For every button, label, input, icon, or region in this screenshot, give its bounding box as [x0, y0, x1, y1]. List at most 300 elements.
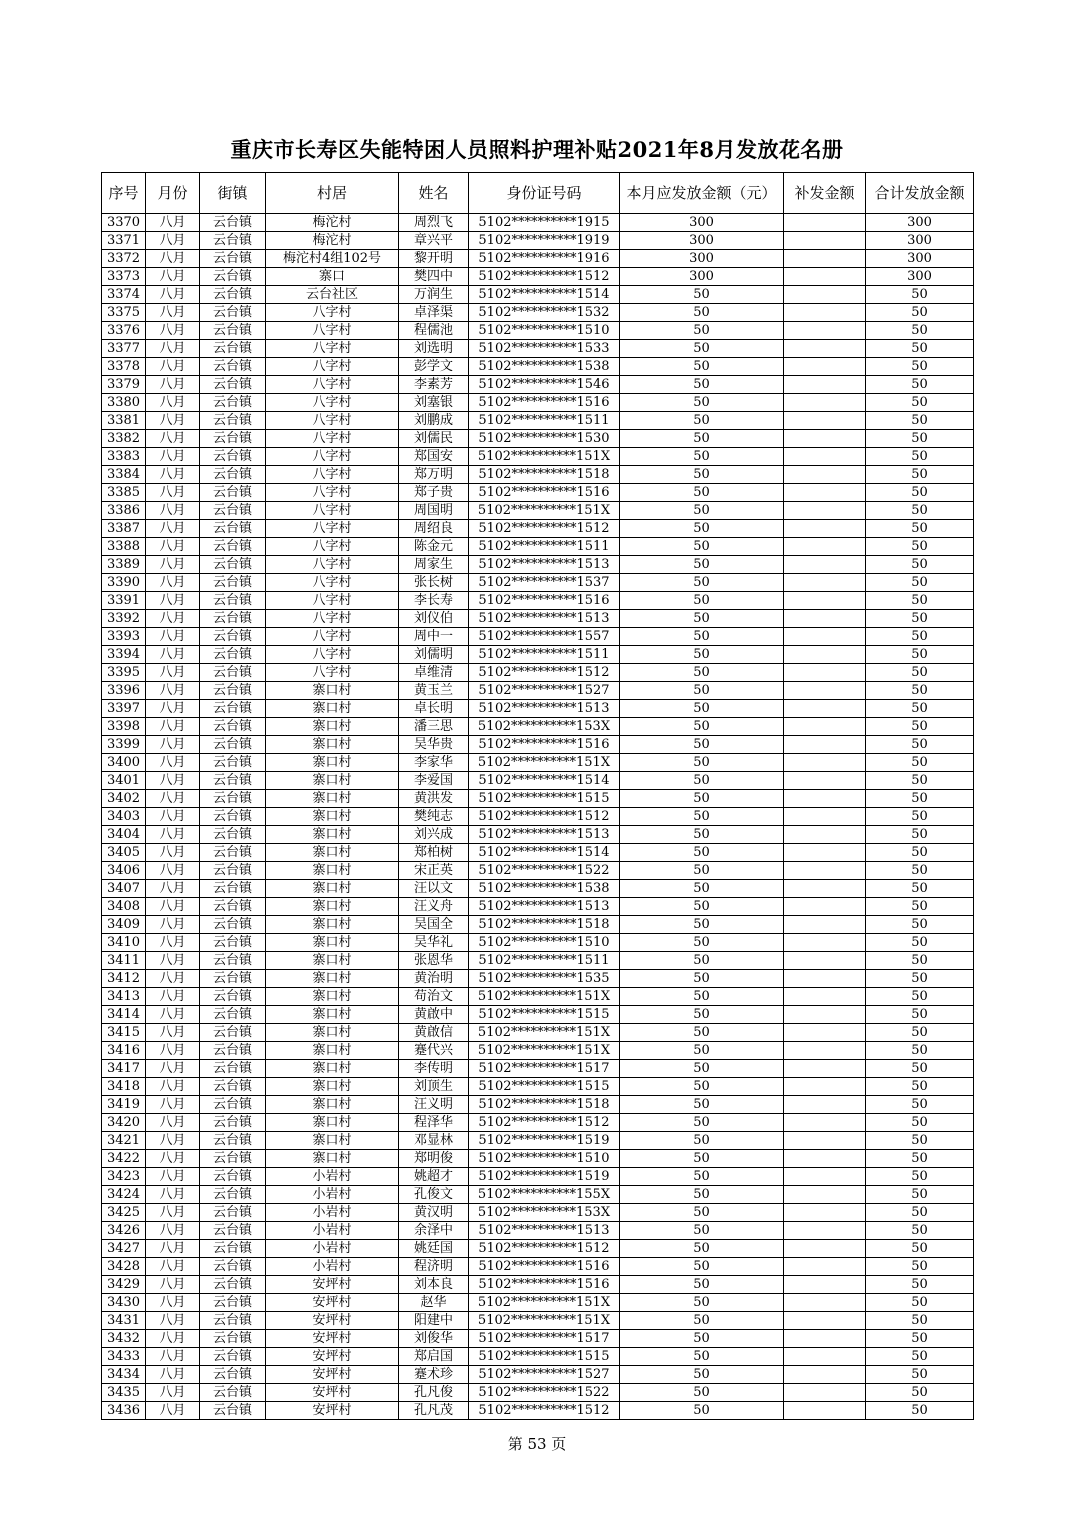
village-cell: 寨口村: [266, 826, 399, 844]
village-cell: 小岩村: [266, 1240, 399, 1258]
supplement-amount-cell: [784, 934, 866, 952]
monthly-amount-cell: 50: [620, 1078, 784, 1096]
month-cell: 八月: [146, 1312, 200, 1330]
total-amount-cell: 50: [866, 1258, 974, 1276]
id-number-cell: 5102**********1518: [469, 916, 620, 934]
total-amount-cell: 50: [866, 286, 974, 304]
monthly-amount-cell: 50: [620, 1330, 784, 1348]
village-cell: 寨口村: [266, 916, 399, 934]
total-amount-cell: 50: [866, 574, 974, 592]
total-amount-cell: 50: [866, 1150, 974, 1168]
id-number-cell: 5102**********1511: [469, 646, 620, 664]
serial-cell: 3388: [102, 538, 146, 556]
monthly-amount-cell: 50: [620, 1150, 784, 1168]
month-cell: 八月: [146, 340, 200, 358]
total-amount-cell: 50: [866, 682, 974, 700]
monthly-amount-cell: 50: [620, 466, 784, 484]
supplement-amount-cell: [784, 520, 866, 538]
town-cell: 云台镇: [200, 1024, 266, 1042]
id-number-cell: 5102**********151X: [469, 1042, 620, 1060]
supplement-amount-cell: [784, 916, 866, 934]
total-amount-cell: 50: [866, 1294, 974, 1312]
village-cell: 安坪村: [266, 1330, 399, 1348]
town-cell: 云台镇: [200, 664, 266, 682]
id-number-cell: 5102**********1522: [469, 1384, 620, 1402]
name-cell: 黄啟中: [399, 1006, 469, 1024]
id-number-cell: 5102**********1546: [469, 376, 620, 394]
village-cell: 寨口村: [266, 682, 399, 700]
total-amount-cell: 50: [866, 322, 974, 340]
supplement-amount-cell: [784, 376, 866, 394]
supplement-amount-cell: [784, 1294, 866, 1312]
id-number-cell: 5102**********1527: [469, 682, 620, 700]
monthly-amount-cell: 300: [620, 250, 784, 268]
id-number-cell: 5102**********1517: [469, 1330, 620, 1348]
town-cell: 云台镇: [200, 1132, 266, 1150]
table-row: [102, 754, 974, 772]
month-cell: 八月: [146, 808, 200, 826]
town-cell: 云台镇: [200, 1186, 266, 1204]
serial-cell: 3407: [102, 880, 146, 898]
monthly-amount-cell: 50: [620, 880, 784, 898]
name-cell: 汪以文: [399, 880, 469, 898]
supplement-amount-cell: [784, 1366, 866, 1384]
village-cell: 寨口村: [266, 772, 399, 790]
month-cell: 八月: [146, 826, 200, 844]
id-number-cell: 5102**********151X: [469, 448, 620, 466]
name-cell: 郑子贵: [399, 484, 469, 502]
total-amount-cell: 50: [866, 916, 974, 934]
table-row: [102, 232, 974, 250]
month-cell: 八月: [146, 574, 200, 592]
serial-cell: 3420: [102, 1114, 146, 1132]
serial-cell: 3373: [102, 268, 146, 286]
monthly-amount-cell: 50: [620, 1240, 784, 1258]
month-cell: 八月: [146, 880, 200, 898]
table-row: [102, 1060, 974, 1078]
month-cell: 八月: [146, 1186, 200, 1204]
town-cell: 云台镇: [200, 970, 266, 988]
town-cell: 云台镇: [200, 592, 266, 610]
monthly-amount-cell: 50: [620, 1042, 784, 1060]
name-cell: 李长寿: [399, 592, 469, 610]
roster-body: [102, 214, 974, 1420]
monthly-amount-cell: 50: [620, 358, 784, 376]
id-number-cell: 5102**********1538: [469, 880, 620, 898]
supplement-amount-cell: [784, 340, 866, 358]
supplement-amount-cell: [784, 1096, 866, 1114]
supplement-amount-cell: [784, 826, 866, 844]
total-amount-cell: 50: [866, 448, 974, 466]
month-cell: 八月: [146, 718, 200, 736]
table-row: [102, 1240, 974, 1258]
monthly-amount-cell: 50: [620, 502, 784, 520]
month-cell: 八月: [146, 1402, 200, 1420]
table-row: [102, 394, 974, 412]
name-cell: 卓长明: [399, 700, 469, 718]
total-amount-cell: 50: [866, 646, 974, 664]
monthly-amount-cell: 50: [620, 592, 784, 610]
town-cell: 云台镇: [200, 1312, 266, 1330]
village-cell: 寨口村: [266, 880, 399, 898]
total-amount-cell: 50: [866, 664, 974, 682]
supplement-amount-cell: [784, 412, 866, 430]
id-number-cell: 5102**********151X: [469, 1024, 620, 1042]
name-cell: 黄汉明: [399, 1204, 469, 1222]
serial-cell: 3426: [102, 1222, 146, 1240]
total-amount-cell: 50: [866, 970, 974, 988]
name-cell: 刘顶生: [399, 1078, 469, 1096]
town-cell: 云台镇: [200, 466, 266, 484]
total-amount-cell: 50: [866, 1114, 974, 1132]
town-cell: 云台镇: [200, 1150, 266, 1168]
name-cell: 刘兴成: [399, 826, 469, 844]
town-cell: 云台镇: [200, 502, 266, 520]
supplement-amount-cell: [784, 1078, 866, 1096]
serial-cell: 3427: [102, 1240, 146, 1258]
month-cell: 八月: [146, 1222, 200, 1240]
town-cell: 云台镇: [200, 484, 266, 502]
serial-cell: 3386: [102, 502, 146, 520]
monthly-amount-cell: 50: [620, 484, 784, 502]
town-cell: 云台镇: [200, 574, 266, 592]
id-number-cell: 5102**********1518: [469, 466, 620, 484]
monthly-amount-cell: 50: [620, 646, 784, 664]
table-row: [102, 898, 974, 916]
id-number-cell: 5102**********1512: [469, 664, 620, 682]
village-cell: 八字村: [266, 502, 399, 520]
table-row: [102, 880, 974, 898]
id-number-cell: 5102**********1510: [469, 322, 620, 340]
total-amount-cell: 50: [866, 880, 974, 898]
village-cell: 安坪村: [266, 1384, 399, 1402]
month-cell: 八月: [146, 1042, 200, 1060]
id-number-cell: 5102**********151X: [469, 502, 620, 520]
serial-cell: 3382: [102, 430, 146, 448]
serial-cell: 3370: [102, 214, 146, 232]
village-cell: 寨口村: [266, 1096, 399, 1114]
serial-cell: 3394: [102, 646, 146, 664]
serial-cell: 3413: [102, 988, 146, 1006]
month-cell: 八月: [146, 466, 200, 484]
table-row: [102, 574, 974, 592]
table-row: [102, 502, 974, 520]
town-cell: 云台镇: [200, 1168, 266, 1186]
month-cell: 八月: [146, 376, 200, 394]
supplement-amount-cell: [784, 1258, 866, 1276]
id-number-cell: 5102**********1514: [469, 772, 620, 790]
id-number-cell: 5102**********1516: [469, 484, 620, 502]
id-number-cell: 5102**********151X: [469, 1294, 620, 1312]
document-title: 重庆市长寿区失能特困人员照料护理补贴2021年8月发放花名册: [230, 137, 844, 162]
total-amount-cell: 50: [866, 1078, 974, 1096]
village-cell: 八字村: [266, 574, 399, 592]
total-amount-cell: 50: [866, 1204, 974, 1222]
month-cell: 八月: [146, 862, 200, 880]
table-row: [102, 862, 974, 880]
supplement-amount-cell: [784, 1168, 866, 1186]
supplement-amount-cell: [784, 394, 866, 412]
id-number-cell: 5102**********1514: [469, 286, 620, 304]
village-cell: 八字村: [266, 448, 399, 466]
table-row: [102, 610, 974, 628]
monthly-amount-cell: 50: [620, 1132, 784, 1150]
month-cell: 八月: [146, 430, 200, 448]
col-header-serial: 序号: [102, 173, 146, 214]
month-cell: 八月: [146, 322, 200, 340]
town-cell: 云台镇: [200, 736, 266, 754]
name-cell: 刘仪伯: [399, 610, 469, 628]
table-row: [102, 592, 974, 610]
town-cell: 云台镇: [200, 646, 266, 664]
village-cell: 八字村: [266, 322, 399, 340]
name-cell: 刘儒明: [399, 646, 469, 664]
id-number-cell: 5102**********1513: [469, 826, 620, 844]
monthly-amount-cell: 50: [620, 736, 784, 754]
serial-cell: 3387: [102, 520, 146, 538]
monthly-amount-cell: 50: [620, 322, 784, 340]
town-cell: 云台镇: [200, 1258, 266, 1276]
table-row: [102, 520, 974, 538]
village-cell: 寨口村: [266, 898, 399, 916]
total-amount-cell: 50: [866, 862, 974, 880]
month-cell: 八月: [146, 484, 200, 502]
village-cell: 梅沱村4组102号: [266, 250, 399, 268]
total-amount-cell: 300: [866, 250, 974, 268]
month-cell: 八月: [146, 646, 200, 664]
id-number-cell: 5102**********1513: [469, 898, 620, 916]
table-row: [102, 790, 974, 808]
month-cell: 八月: [146, 736, 200, 754]
month-cell: 八月: [146, 520, 200, 538]
supplement-amount-cell: [784, 1222, 866, 1240]
supplement-amount-cell: [784, 736, 866, 754]
month-cell: 八月: [146, 556, 200, 574]
table-row: [102, 358, 974, 376]
supplement-amount-cell: [784, 214, 866, 232]
name-cell: 李家华: [399, 754, 469, 772]
town-cell: 云台镇: [200, 304, 266, 322]
monthly-amount-cell: 50: [620, 1312, 784, 1330]
month-cell: 八月: [146, 1114, 200, 1132]
total-amount-cell: 50: [866, 1132, 974, 1150]
id-number-cell: 5102**********1557: [469, 628, 620, 646]
table-row: [102, 1258, 974, 1276]
monthly-amount-cell: 50: [620, 1366, 784, 1384]
total-amount-cell: 50: [866, 340, 974, 358]
village-cell: 寨口村: [266, 808, 399, 826]
month-cell: 八月: [146, 754, 200, 772]
village-cell: 梅沱村: [266, 214, 399, 232]
monthly-amount-cell: 50: [620, 718, 784, 736]
supplement-amount-cell: [784, 1150, 866, 1168]
supplement-amount-cell: [784, 1330, 866, 1348]
total-amount-cell: 50: [866, 430, 974, 448]
total-amount-cell: 50: [866, 844, 974, 862]
month-cell: 八月: [146, 1348, 200, 1366]
supplement-amount-cell: [784, 1042, 866, 1060]
table-row: [102, 1150, 974, 1168]
town-cell: 云台镇: [200, 610, 266, 628]
name-cell: 程济明: [399, 1258, 469, 1276]
supplement-amount-cell: [784, 556, 866, 574]
serial-cell: 3406: [102, 862, 146, 880]
month-cell: 八月: [146, 1204, 200, 1222]
name-cell: 张恩华: [399, 952, 469, 970]
supplement-amount-cell: [784, 502, 866, 520]
town-cell: 云台镇: [200, 1294, 266, 1312]
name-cell: 吴华礼: [399, 934, 469, 952]
supplement-amount-cell: [784, 1348, 866, 1366]
serial-cell: 3421: [102, 1132, 146, 1150]
village-cell: 寨口村: [266, 1132, 399, 1150]
month-cell: 八月: [146, 1168, 200, 1186]
id-number-cell: 5102**********151X: [469, 754, 620, 772]
town-cell: 云台镇: [200, 718, 266, 736]
id-number-cell: 5102**********1522: [469, 862, 620, 880]
id-number-cell: 5102**********151X: [469, 1312, 620, 1330]
table-row: [102, 376, 974, 394]
month-cell: 八月: [146, 448, 200, 466]
total-amount-cell: 50: [866, 1042, 974, 1060]
supplement-amount-cell: [784, 1240, 866, 1258]
supplement-amount-cell: [784, 646, 866, 664]
name-cell: 郑启国: [399, 1348, 469, 1366]
total-amount-cell: 50: [866, 610, 974, 628]
supplement-amount-cell: [784, 1186, 866, 1204]
table-row: [102, 538, 974, 556]
total-amount-cell: 300: [866, 232, 974, 250]
serial-cell: 3378: [102, 358, 146, 376]
town-cell: 云台镇: [200, 1348, 266, 1366]
monthly-amount-cell: 50: [620, 844, 784, 862]
supplement-amount-cell: [784, 286, 866, 304]
monthly-amount-cell: 50: [620, 520, 784, 538]
town-cell: 云台镇: [200, 862, 266, 880]
total-amount-cell: 50: [866, 412, 974, 430]
name-cell: 陈金元: [399, 538, 469, 556]
table-row: [102, 664, 974, 682]
name-cell: 张长树: [399, 574, 469, 592]
town-cell: 云台镇: [200, 1276, 266, 1294]
village-cell: 寨口村: [266, 970, 399, 988]
serial-cell: 3404: [102, 826, 146, 844]
id-number-cell: 5102**********1511: [469, 538, 620, 556]
month-cell: 八月: [146, 970, 200, 988]
total-amount-cell: 50: [866, 934, 974, 952]
month-cell: 八月: [146, 682, 200, 700]
serial-cell: 3414: [102, 1006, 146, 1024]
serial-cell: 3429: [102, 1276, 146, 1294]
table-row: [102, 214, 974, 232]
supplement-amount-cell: [784, 790, 866, 808]
table-row: [102, 808, 974, 826]
village-cell: 八字村: [266, 340, 399, 358]
supplement-amount-cell: [784, 268, 866, 286]
town-cell: 云台镇: [200, 1330, 266, 1348]
supplement-amount-cell: [784, 664, 866, 682]
serial-cell: 3395: [102, 664, 146, 682]
id-number-cell: 5102**********151X: [469, 988, 620, 1006]
town-cell: 云台镇: [200, 1042, 266, 1060]
total-amount-cell: 50: [866, 304, 974, 322]
month-cell: 八月: [146, 214, 200, 232]
name-cell: 黄玉兰: [399, 682, 469, 700]
town-cell: 云台镇: [200, 340, 266, 358]
village-cell: 八字村: [266, 592, 399, 610]
monthly-amount-cell: 300: [620, 268, 784, 286]
town-cell: 云台镇: [200, 1204, 266, 1222]
village-cell: 八字村: [266, 646, 399, 664]
town-cell: 云台镇: [200, 628, 266, 646]
id-number-cell: 5102**********1516: [469, 592, 620, 610]
month-cell: 八月: [146, 1006, 200, 1024]
village-cell: 寨口村: [266, 1042, 399, 1060]
village-cell: 八字村: [266, 358, 399, 376]
village-cell: 寨口村: [266, 1150, 399, 1168]
town-cell: 云台镇: [200, 808, 266, 826]
serial-cell: 3434: [102, 1366, 146, 1384]
table-row: [102, 340, 974, 358]
serial-cell: 3403: [102, 808, 146, 826]
table-row: [102, 952, 974, 970]
village-cell: 安坪村: [266, 1312, 399, 1330]
name-cell: 郑万明: [399, 466, 469, 484]
supplement-amount-cell: [784, 304, 866, 322]
serial-cell: 3385: [102, 484, 146, 502]
serial-cell: 3418: [102, 1078, 146, 1096]
month-cell: 八月: [146, 916, 200, 934]
total-amount-cell: 300: [866, 268, 974, 286]
monthly-amount-cell: 50: [620, 340, 784, 358]
table-row: [102, 1006, 974, 1024]
town-cell: 云台镇: [200, 1384, 266, 1402]
total-amount-cell: 50: [866, 556, 974, 574]
name-cell: 潘三思: [399, 718, 469, 736]
town-cell: 云台镇: [200, 448, 266, 466]
id-number-cell: 5102**********1512: [469, 1402, 620, 1420]
month-cell: 八月: [146, 538, 200, 556]
village-cell: 寨口村: [266, 754, 399, 772]
name-cell: 万润生: [399, 286, 469, 304]
town-cell: 云台镇: [200, 556, 266, 574]
table-row: [102, 1330, 974, 1348]
table-row: [102, 916, 974, 934]
supplement-amount-cell: [784, 1024, 866, 1042]
month-cell: 八月: [146, 988, 200, 1006]
serial-cell: 3435: [102, 1384, 146, 1402]
serial-cell: 3390: [102, 574, 146, 592]
id-number-cell: 5102**********1515: [469, 1006, 620, 1024]
supplement-amount-cell: [784, 610, 866, 628]
serial-cell: 3376: [102, 322, 146, 340]
id-number-cell: 5102**********1512: [469, 808, 620, 826]
id-number-cell: 5102**********1538: [469, 358, 620, 376]
monthly-amount-cell: 50: [620, 394, 784, 412]
table-row: [102, 448, 974, 466]
month-cell: 八月: [146, 664, 200, 682]
table-row: [102, 466, 974, 484]
supplement-amount-cell: [784, 1132, 866, 1150]
supplement-amount-cell: [784, 322, 866, 340]
village-cell: 寨口村: [266, 934, 399, 952]
monthly-amount-cell: 50: [620, 1258, 784, 1276]
village-cell: 小岩村: [266, 1168, 399, 1186]
supplement-amount-cell: [784, 718, 866, 736]
total-amount-cell: 50: [866, 538, 974, 556]
serial-cell: 3398: [102, 718, 146, 736]
table-row: [102, 1096, 974, 1114]
